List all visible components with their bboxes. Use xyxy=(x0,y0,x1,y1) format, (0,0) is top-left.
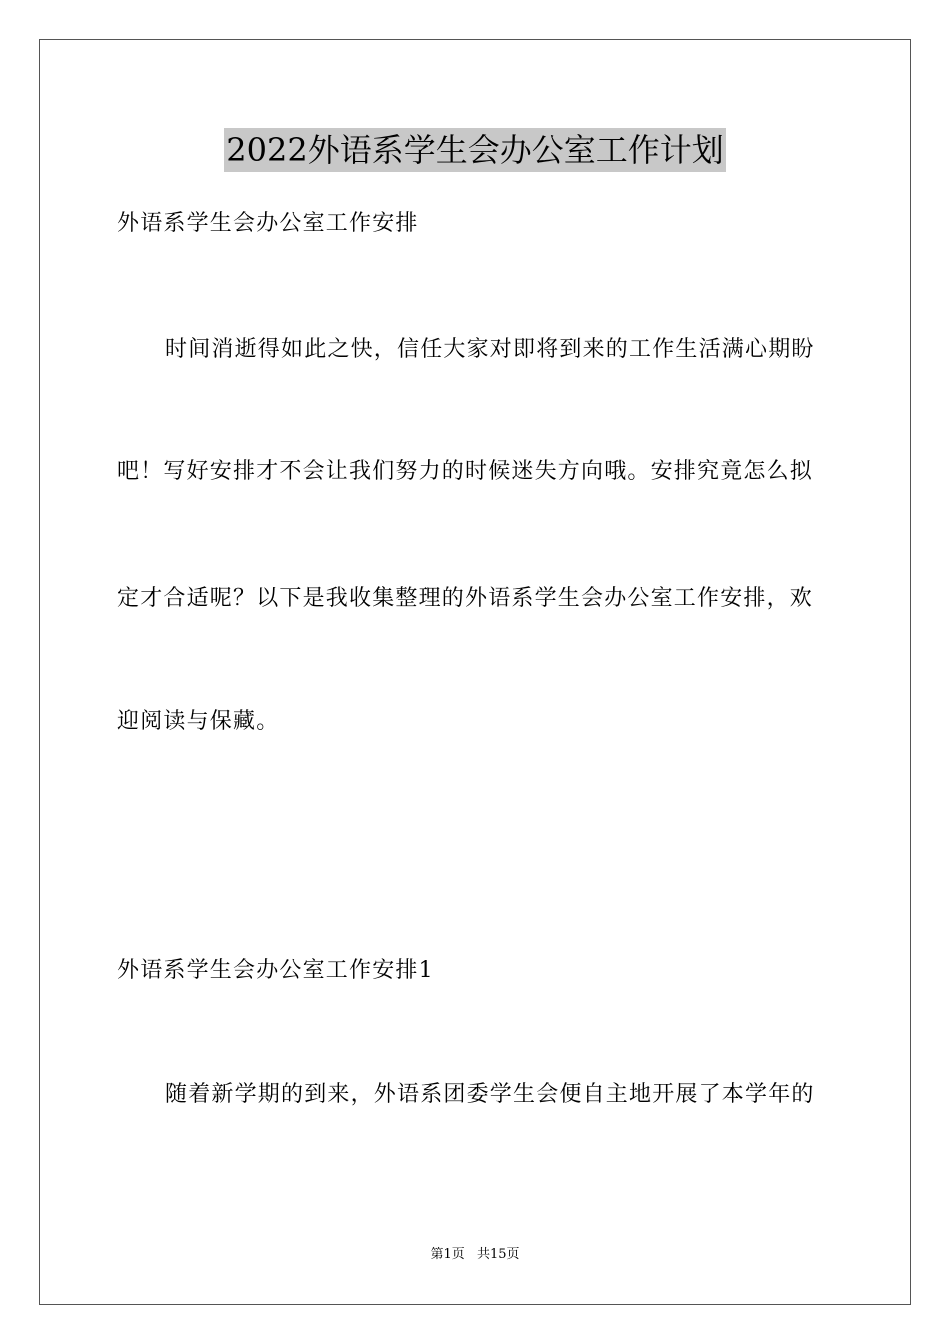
paragraph-line: 吧！写好安排才不会让我们努力的时候迷失方向哦。安排究竟怎么拟 xyxy=(117,459,814,484)
document-title: 2022外语系学生会办公室工作计划 xyxy=(224,128,725,172)
paragraph-line: 定才合适呢？以下是我收集整理的外语系学生会办公室工作安排，欢 xyxy=(117,586,814,611)
paragraph-line: 迎阅读与保藏。 xyxy=(117,709,280,734)
page-footer xyxy=(0,1246,950,1264)
page-number: 第1页 xyxy=(430,1247,465,1262)
paragraph-line: 随着新学期的到来，外语系团委学生会便自主地开展了本学年的 xyxy=(165,1082,815,1107)
section-heading: 外语系学生会办公室工作安排1 xyxy=(117,958,434,983)
title-container xyxy=(0,128,950,172)
page-total: 共15页 xyxy=(476,1247,520,1262)
paragraph-line: 时间消逝得如此之快，信任大家对即将到来的工作生活满心期盼 xyxy=(165,337,815,362)
section-heading: 外语系学生会办公室工作安排 xyxy=(117,211,419,236)
